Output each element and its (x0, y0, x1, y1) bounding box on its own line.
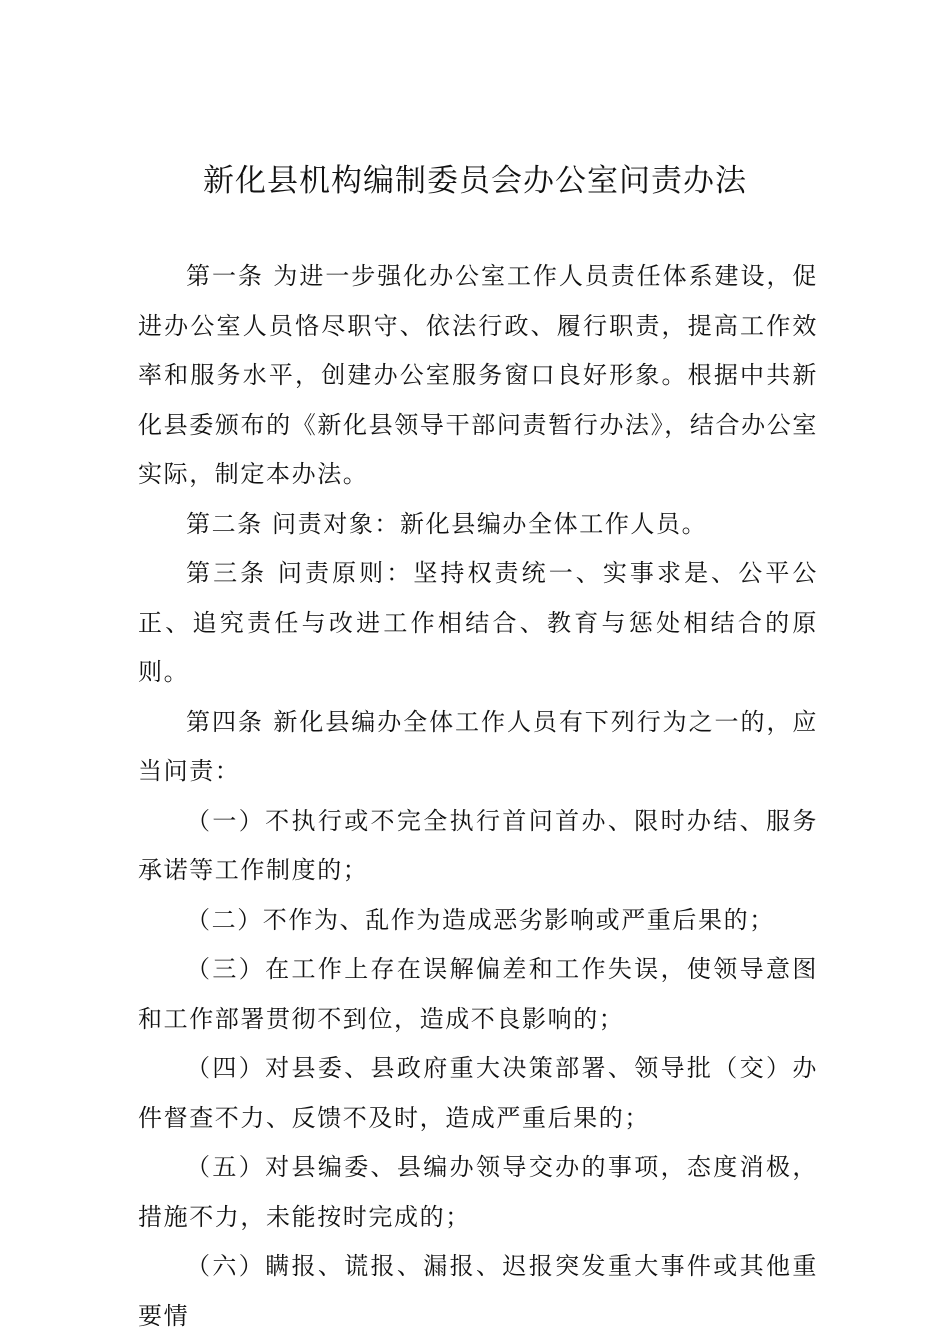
document-title: 新化县机构编制委员会办公室问责办法 (203, 163, 747, 199)
list-item-1: （一）不执行或不完全执行首问首办、限时办结、服务承诺等工作制度的； (138, 806, 818, 884)
list-item-4: （四）对县委、县政府重大决策部署、领导批（交）办件督查不力、反馈不及时，造成严重后果的； (138, 1054, 818, 1132)
list-item-5: （五）对县编委、县编办领导交办的事项，态度消极，措施不力，未能按时完成的； (138, 1153, 818, 1231)
document-body (138, 252, 818, 1341)
list-item-3: （三）在工作上存在误解偏差和工作失误，使领导意图和工作部署贯彻不到位，造成不良影响的； (138, 955, 818, 1033)
article-3-paragraph: 第三条 问责原则：坚持权责统一、实事求是、公平公正、追究责任与改进工作相结合、教育与惩处相结合的原则。 (138, 559, 818, 686)
list-item-2: （二）不作为、乱作为造成恶劣影响或严重后果的； (186, 905, 775, 934)
article-4-paragraph: 第四条 新化县编办全体工作人员有下列行为之一的，应当问责： (138, 707, 818, 785)
article-2-paragraph: 第二条 问责对象：新化县编办全体工作人员。 (186, 509, 708, 538)
article-1-paragraph: 第一条 为进一步强化办公室工作人员责任体系建设，促进办公室人员恪尽职守、依法行政、履行职责，提高工作效率和服务水平，创建办公室服务窗口良好形象。根据中共新化县委颁布的《新化县领导干部问责暂行办法》，结合办公室实际，制定本办法。 (138, 262, 818, 488)
list-item-6: （六）瞒报、谎报、漏报、迟报突发重大事件或其他重要情 (138, 1252, 818, 1330)
